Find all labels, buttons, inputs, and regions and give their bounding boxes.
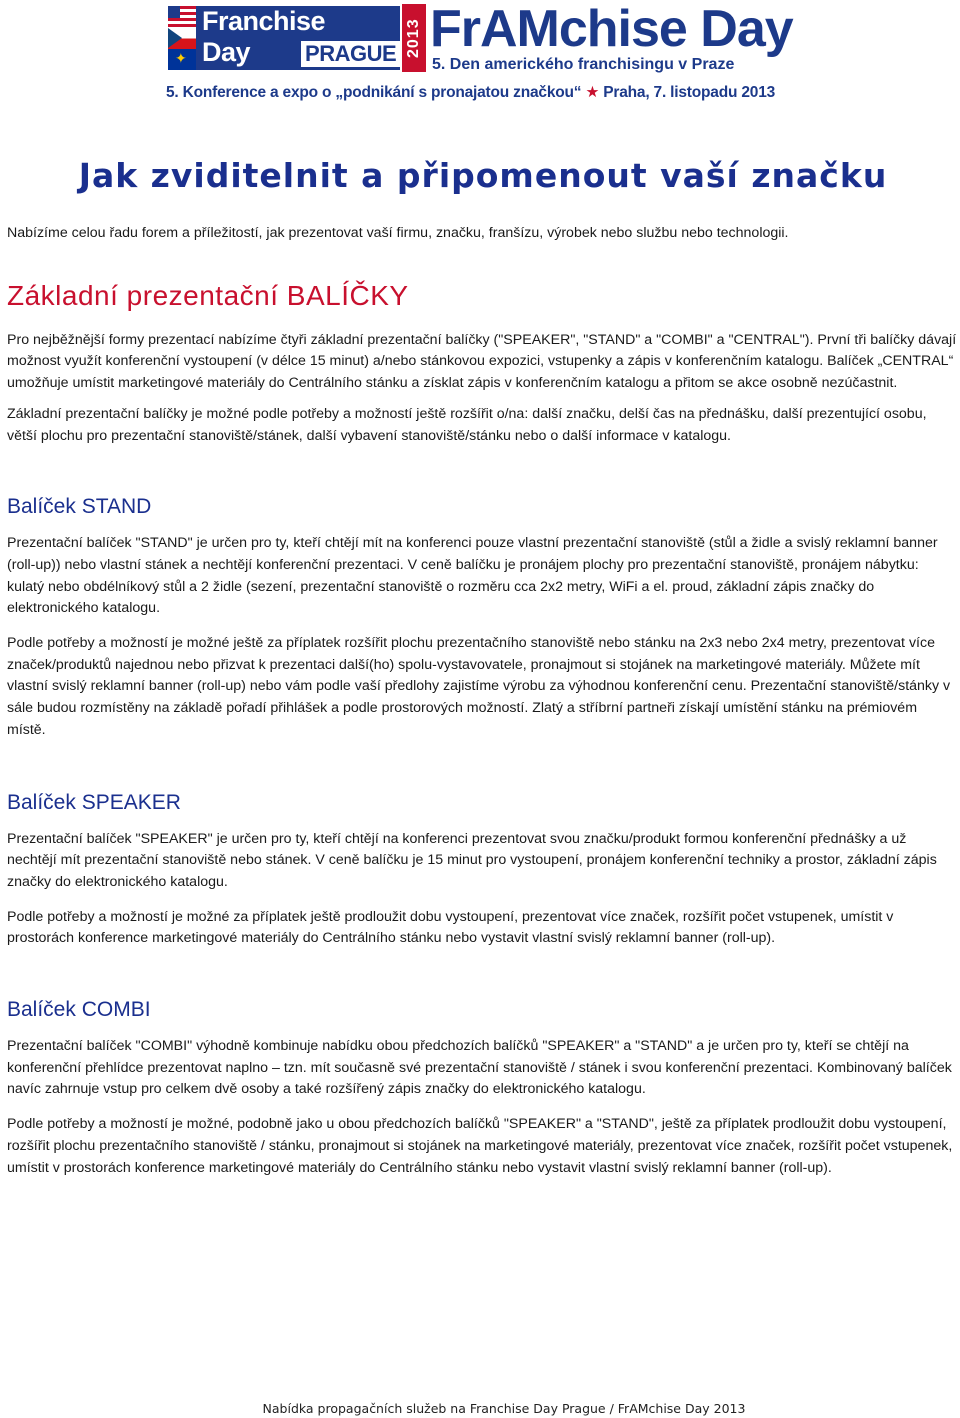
brand-title: FrAMchise Day — [430, 0, 793, 58]
star-icon: ★ — [585, 84, 600, 101]
intro-paragraph: Nabízíme celou řadu forem a příležitostí, jak prezentovat vaší firmu, značku, franšízu, výrobek nebo službu nebo technologii. — [7, 225, 789, 241]
fd-logo-line1: Franchise — [202, 6, 326, 36]
page-header — [0, 0, 960, 110]
fd-logo-city: PRAGUE — [301, 41, 400, 67]
fd-logo-line2: Day — [202, 37, 251, 67]
franchise-day-prague-logo — [166, 4, 402, 72]
stand-heading: Balíček STAND — [7, 495, 152, 519]
section-heading: Základní prezentační BALÍČKY — [7, 279, 409, 311]
section-paragraph-1: Pro nejběžnější formy prezentací nabízíme čtyři základní prezentační balíčky ("SPEAKER", "STAND" a "COMBI" a "CENTRAL"). První tři balíčky dávají možnost využít konferenční vystoupení (v délce 15 minut) a/nebo stánkovou expozici, vstupenky a zápis v konferenčním katalogu. Balíček „CENTRAL“ umožňuje umístit marketingové materiály do Centrálního stánku a získlat zápis v konferenčním katalogu a přitom se akce osobně nezúčastnit. — [7, 331, 957, 392]
combi-paragraph-1: Prezentační balíček "COMBI" výhodně kombinuje nabídku obou předchozích balíčků "SPEAKER" a "STAND" a je určen pro ty, kteří se chtějí na konferenční přehlídce prezentovat naplno – tzn. mít současně své prezentační stanoviště / stánek i svou konferenční prezentaci. Kombinovaný balíček navíc zahrnuje vstup pro celkem dvě osoby a také rozšířený zápis značky do elektronického katalogu. — [7, 1038, 952, 1098]
stand-paragraph-1: Prezentační balíček "STAND" je určen pro ty, kteří chtějí mít na konferenci pouze vlastní prezentační stanoviště (stůl a židle a svislý reklamní banner (roll-up)) nebo vlastní stánek a nechtějí konferenční prezentaci. V ceně balíčku je pronájem plochy pro prezentační stanoviště, pronájem nábytku: kulatý nebo obdélníkový stůl a 2 židle (sezení, prezentační stanoviště o rozměru cca 2x2 metry, WiFi a el. proud, základní zápis značky do elektronického katalogu. — [7, 535, 938, 617]
flags — [168, 6, 196, 70]
us-flag-icon — [168, 6, 196, 28]
page-title: Jak zviditelnit a připomenout vaší značku — [78, 156, 888, 195]
year-badge: 2013 — [402, 4, 426, 72]
conference-line — [166, 83, 775, 102]
section-paragraph-2: Základní prezentační balíčky je možné podle potřeby a možností ještě rozšířit o/na: další značku, delší čas na přednášku, další prezentující osobu, větší plochu pro prezentační stanoviště/stánek, další vybavení stanoviště/stánku nebo o další informace v katalogu. — [7, 405, 927, 444]
page-footer: Nabídka propagačních služeb na Franchise Day Prague / FrAMchise Day 2013 — [262, 1401, 746, 1416]
document-body — [7, 154, 959, 1179]
brand-subtitle: 5. Den amerického franchisingu v Praze — [432, 56, 735, 73]
conference-line-a: 5. Konference a expo o „podnikání s pronajatou značkou“ — [166, 84, 582, 101]
eu-flag-icon — [168, 49, 196, 70]
speaker-heading: Balíček SPEAKER — [7, 790, 181, 814]
speaker-paragraph-1: Prezentační balíček "SPEAKER" je určen pro ty, kteří chtějí na konferenci prezentovat svou značku/produkt formou konferenční přednášky a už nechtějí mít prezentační stanoviště nebo stánek. V ceně balíčku je 15 minut pro vystoupení, pronájem konferenční techniky a prostor, základní zápis značky do elektronického katalogu. — [7, 830, 937, 890]
fd-logo-text — [202, 6, 402, 68]
speaker-paragraph-2: Podle potřeby a možností je možné za příplatek ještě prodloužit dobu vystoupení, prezentovat více značek, rozšířit počet vstupenek, umístit v prostorách konference marketingové materiály do Centrálního stánku nebo vystavit vlastní svislý reklamní banner (roll-up). — [7, 908, 894, 947]
cz-flag-icon — [168, 28, 196, 49]
combi-paragraph-2: Podle potřeby a možností je možné, podobně jako u obou předchozích balíčků "SPEAKER" a "STAND", ještě za příplatek prodloužit dobu vystoupení, rozšířit plochu prezentačního stanoviště / stánku, pronajmout si stojánek na marketingové materiály, prezentovat více značek, rozšířit počet vstupenek, umístit v prostorách konference marketingové materiály do Centrálního stánku nebo vystavit vlastní svislý reklamní banner (roll-up). — [7, 1116, 953, 1176]
stand-paragraph-2: Podle potřeby a možností je možné ještě za příplatek rozšířit plochu prezentačního stanoviště nebo stánku na 2x3 nebo 2x4 metry, prezentovat více značek/produktů najednou nebo přizvat k prezentaci další(ho) spolu-vystavovatele, pronajmout si stojánek na marketingové materiály. Můžete mít vlastní svislý reklamní banner (roll-up) nebo vám podle vaší předlohy zajistíme výrobu za výhodnou konferenční cenu. Prezentační stanoviště/stánky v sále budou rozmístěny na základě pořadí přihlášek a podle prostorových možností. Zlatý a stříbrní partneři získají umístění stánku na prémiovém místě. — [7, 635, 951, 738]
conference-line-b: Praha, 7. listopadu 2013 — [603, 84, 776, 101]
combi-heading: Balíček COMBI — [7, 998, 151, 1022]
